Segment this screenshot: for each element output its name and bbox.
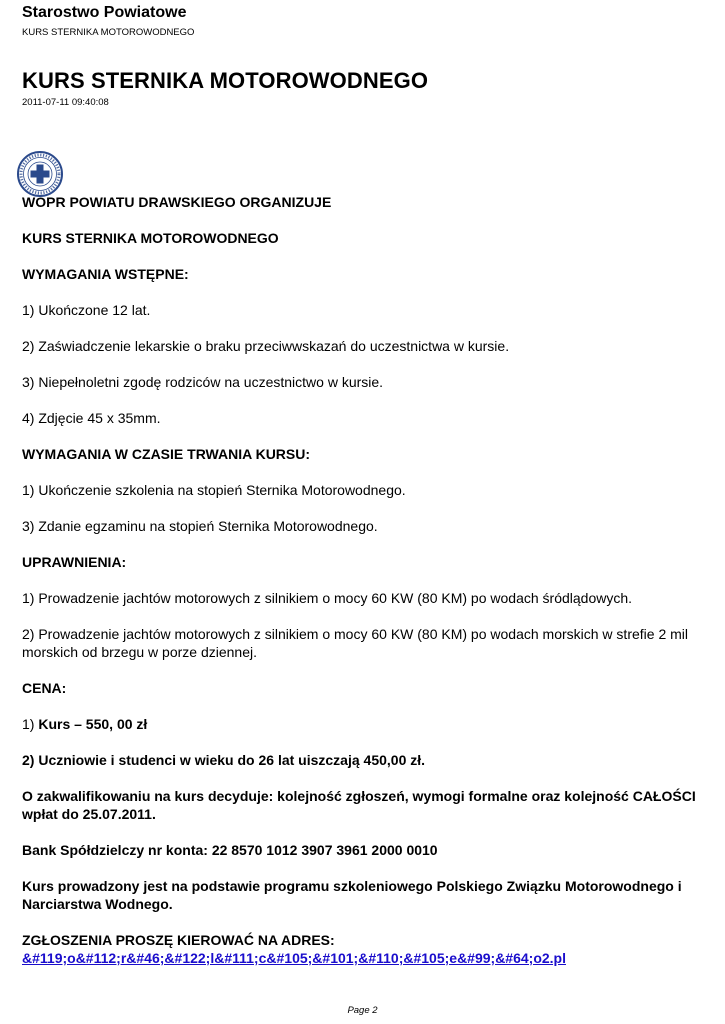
during-item: 1) Ukończenie szkolenia na stopień Sternika Motorowodnego. [22,482,406,498]
prereq-heading: WYMAGANIA WSTĘPNE: [22,266,189,282]
during-heading: WYMAGANIA W CZASIE TRWANIA KURSU: [22,446,311,462]
price-item: 2) Uczniowie i studenci w wieku do 26 lat uiszczają 450,00 zł. [22,752,426,768]
price-heading: CENA: [22,680,67,696]
prereq-item: 1) Ukończone 12 lat. [22,302,151,318]
organizer-text: WOPR POWIATU DRAWSKIEGO ORGANIZUJE [22,194,332,210]
program-text: Kurs prowadzony jest na podstawie programu szkoleniowego Polskiego Związku Motorowodnego i Narciarstwa Wodnego. [22,878,682,912]
article-body [22,193,712,967]
page-title: KURS STERNIKA MOTOROWODNEGO [22,68,429,93]
site-title: Starostwo Powiatowe [22,4,187,21]
during-item: 3) Zdanie egzaminu na stopień Sternika Motorowodnego. [22,518,378,534]
prereq-item: 4) Zdjęcie 45 x 35mm. [22,410,161,426]
course-name: KURS STERNIKA MOTOROWODNEGO [22,230,279,246]
bank-account: Bank Spółdzielczy nr konta: 22 8570 1012 3907 3961 2000 0010 [22,842,438,858]
qualification-text: O zakwalifikowaniu na kurs decyduje: kolejność zgłoszeń, wymogi formalne oraz kolejność CAŁOŚCI wpłat do 25.07.2011. [22,788,696,822]
rights-item: 2) Prowadzenie jachtów motorowych z silnikiem o mocy 60 KW (80 KM) po wodach morskich w strefie 2 mil morskich od brzegu w porze dziennej. [22,626,689,660]
prereq-item: 2) Zaświadczenie lekarskie o braku przeciwwskazań do uczestnictwa w kursie. [22,338,510,354]
contact-email-link[interactable]: &#119;o&#112;r&#46;&#122;l&#111;c&#105;&#101;&#110;&#105;e&#99;&#64;o2.pl [22,950,566,966]
price-item-number: 1) [22,716,39,732]
page-number: Page 2 [347,1005,378,1016]
wopr-emblem-icon [16,150,64,198]
contact-heading: ZGŁOSZENIA PROSZĘ KIEROWAĆ NA ADRES: [22,932,335,948]
prereq-item: 3) Niepełnoletni zgodę rodziców na uczestnictwo w kursie. [22,374,384,390]
price-item [22,715,712,733]
rights-heading: UPRAWNIENIA: [22,554,127,570]
site-subtitle: KURS STERNIKA MOTOROWODNEGO [22,27,195,38]
price-item-text: Kurs – 550, 00 zł [38,716,148,732]
rights-item: 1) Prowadzenie jachtów motorowych z silnikiem o mocy 60 KW (80 KM) po wodach śródlądowych. [22,590,633,606]
publish-date: 2011-07-11 09:40:08 [22,97,109,108]
